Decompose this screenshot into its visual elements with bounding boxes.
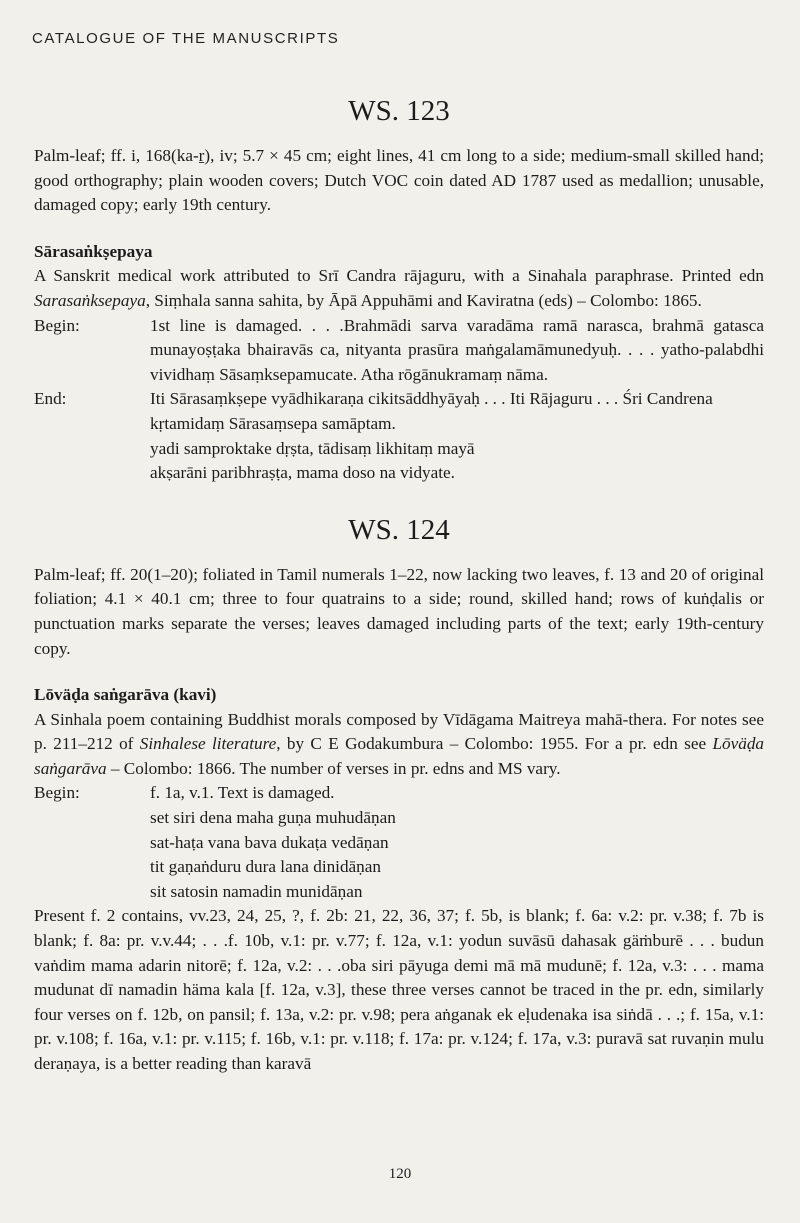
work-title: Lōväḍa saṅgarāva (kavi) — [34, 685, 217, 705]
end-text — [150, 387, 764, 485]
running-head: CATALOGUE OF THE MANUSCRIPTS — [32, 30, 340, 47]
end-line: kṛtamidaṃ Sārasaṃsepa samāptam. — [150, 413, 396, 433]
work-description: A Sanskrit medical work attributed to Srī Candra rājaguru, with a Sinahala paraphrase. Printed edn Sarasaṅksepaya, Siṃhala sanna sahita, by Āpā Appuhāmi and Kaviratna (eds) – Colombo: 1865. — [34, 266, 764, 310]
entry-description: Palm-leaf; ff. i, 168(ka-ṟ), iv; 5.7 × 45 cm; eight lines, 41 cm long to a side; medium-small skilled hand; good orthography; plain wooden covers; Dutch VOC coin dated AD 1787 used as medallion; unusable, damaged copy; early 19th century. — [34, 146, 764, 215]
end-line: akṣarāni paribhraṣṭa, mama doso na vidyate. — [150, 463, 455, 483]
entry-title: WS. 124 — [348, 513, 450, 546]
verse-line: tit gaṇaṅduru dura lana dinidāṇan — [150, 857, 381, 877]
verse-line: sat-haṭa vana bava dukaṭa vedāṇan — [150, 832, 389, 852]
end-label: End: — [34, 389, 67, 409]
work-description: A Sinhala poem containing Buddhist morals composed by Vīdāgama Maitreya mahā-thera. For notes see p. 211–212 of Sinhalese literature, by C E Godakumbura – Colombo: 1955. For a pr. edn see Lōväḍa saṅgarāva – Colombo: 1866. The number of verses in pr. edns and MS vary. — [34, 709, 765, 778]
begin-label: Begin: — [34, 783, 80, 803]
begin-label: Begin: — [34, 315, 80, 335]
verse-line: sit satosin namadin munidāṇan — [150, 881, 363, 901]
begin-text: 1st line is damaged. . . .Brahmādi sarva varadāma ramā narasca, brahmā gatasca munayoṣṭaka bhairavās ca, nityanta prasūra maṅgalamāmunedyuḥ. . . . yatho-palabdhi vividhaṃ Sāsaṃksepamucate. Atha rōgānukramaṃ nāma. — [150, 315, 764, 384]
reference-title: Sinhalese literature — [139, 734, 277, 754]
entry-description: Palm-leaf; ff. 20(1–20); foliated in Tamil numerals 1–22, now lacking two leaves, f. 13 and 20 of original foliation; 4.1 × 40.1 cm; three to four quatrains to a side; round, skilled hand; rows of kuṅḍalis or punctuation marks separate the verses; leaves damaged including parts of the text; early 19th-century copy. — [34, 564, 764, 658]
begin-text — [150, 781, 764, 904]
end-line: yadi samproktake dṛṣta, tādisaṃ likhitaṃ mayā — [150, 438, 475, 458]
present-contents: Present f. 2 contains, vv.23, 24, 25, ?, f. 2b: 21, 22, 36, 37; f. 5b, is blank; f. 6a: v.2: pr. v.38; f. 7b is blank; f. 8a: pr. v.v.44; . . .f. 10b, v.1: pr. v.77; f. 12a, v.1: yodun suvāsū dahasak gäṁburē . . . budun vaṅdim mama adarin nitorē; f. 12a, v.2: . . .oba siri pāyuga demi mā mā mudunē; f. 12a, v.3: . . . mama mudunat dī namadin häma kala [f. 12a, v.3], these three verses cannot be traced in the pr. edn, similarly four verses on f. 12b, on pansil; f. 13a, v.2: pr. v.98; pera aṅganak ek eḷudenaka isa siṅdā . . .; f. 15a, v.1: pr. v.108; f. 16a, v.1: pr. v.115; f. 16b, v.1: pr. v.118; f. 17a: pr. v.124; f. 17a, v.3: puravā sat ruvaṇin mulu deraṇaya, is a better reading than karavā — [34, 906, 764, 1073]
begin-first-line: f. 1a, v.1. Text is damaged. — [150, 783, 335, 803]
printed-edition-title: Lōväḍa saṅgarāva — [34, 734, 765, 778]
end-row — [34, 387, 764, 485]
page-content — [34, 95, 764, 1077]
printed-edition-title: Sarasaṅksepaya — [34, 290, 146, 310]
verse-line: set siri dena maha guṇa muhudāṇan — [150, 808, 396, 828]
begin-row — [34, 781, 764, 904]
end-line: Iti Sārasaṃkṣepe vyādhikaraṇa cikitsāddhyāyaḥ . . . Iti Rājaguru . . . Śri Candrena — [150, 389, 713, 409]
page-number: 120 — [388, 1166, 412, 1182]
entry-ws-124 — [34, 514, 764, 1077]
begin-row — [34, 314, 764, 388]
entry-ws-123 — [34, 95, 764, 486]
work-title: Sārasaṅkṣepaya — [34, 241, 153, 261]
entry-title: WS. 123 — [348, 95, 450, 127]
